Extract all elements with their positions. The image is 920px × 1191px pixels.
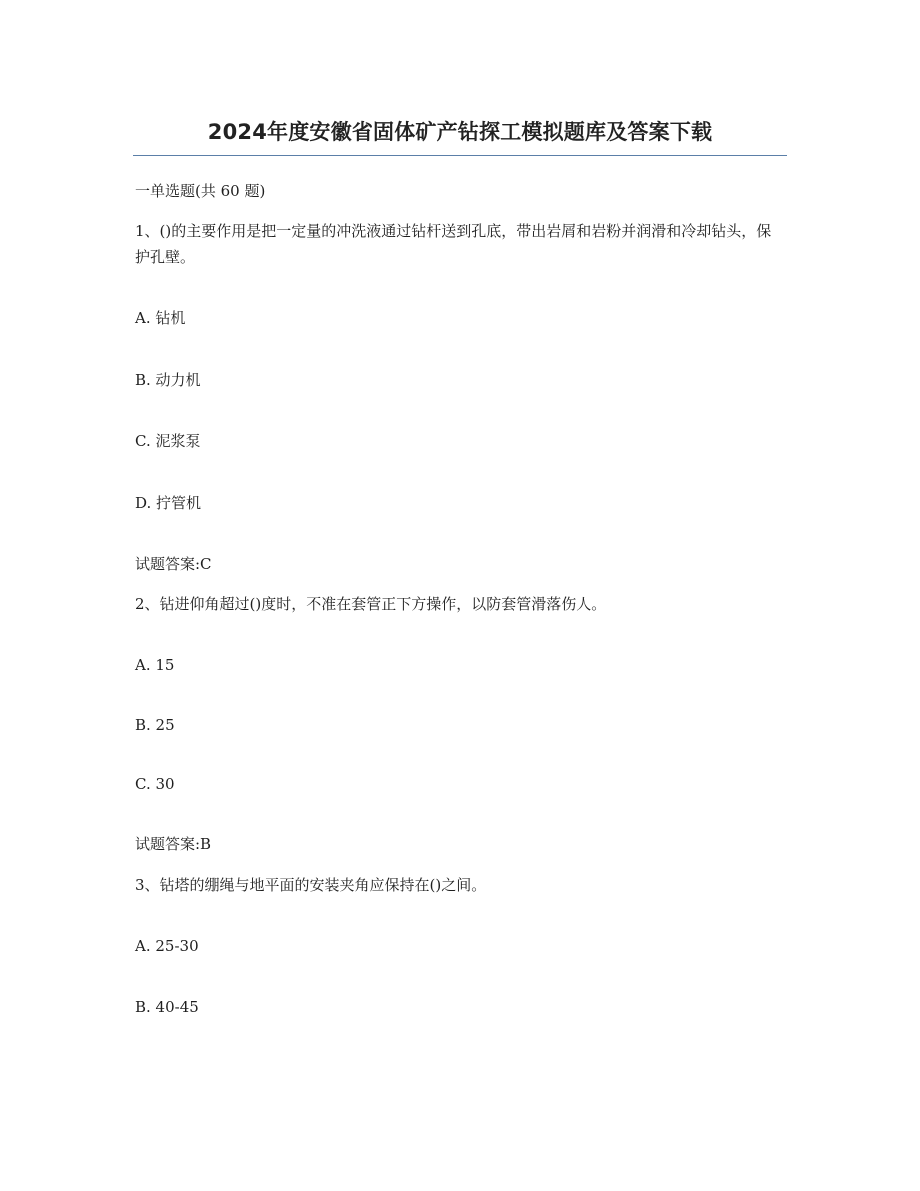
answer-line: 试题答案:B xyxy=(135,835,212,853)
option-item: B. 40-45 xyxy=(135,998,199,1016)
question-stem: 1、()的主要作用是把一定量的冲洗液通过钻杆送到孔底，带出岩屑和岩粉并润滑和冷却钻头，保护孔壁。 xyxy=(135,222,772,266)
option-item: A. 15 xyxy=(135,656,175,674)
option-item: A. 25-30 xyxy=(135,937,199,955)
question-stem: 2、钻进仰角超过()度时，不准在套管正下方操作，以防套管滑落伤人。 xyxy=(135,595,607,613)
option-item: B. 动力机 xyxy=(135,371,201,389)
option-item: C. 30 xyxy=(135,775,175,793)
option-item: A. 钻机 xyxy=(135,309,186,327)
page-title: 2024年度安徽省固体矿产钻探工模拟题库及答案下载 xyxy=(207,120,713,144)
option-item: D. 拧管机 xyxy=(135,494,202,512)
question-stem: 3、钻塔的绷绳与地平面的安装夹角应保持在()之间。 xyxy=(135,876,487,894)
option-item: C. 泥浆泵 xyxy=(135,432,201,450)
section-heading: 一单选题(共 60 题) xyxy=(135,182,266,200)
title-divider xyxy=(133,155,787,156)
answer-line: 试题答案:C xyxy=(135,555,212,573)
option-item: B. 25 xyxy=(135,716,175,734)
